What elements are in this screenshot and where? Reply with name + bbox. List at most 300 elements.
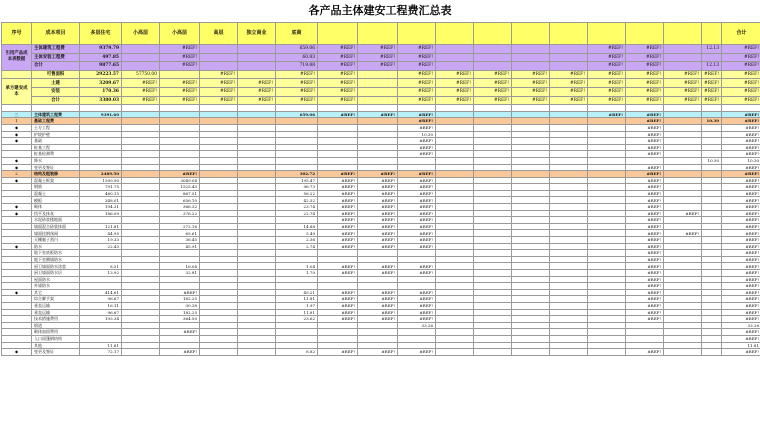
table-cell — [2, 105, 32, 112]
value-cell — [122, 243, 160, 250]
value-cell — [626, 335, 664, 342]
value-cell: #REF! — [398, 190, 436, 197]
value-cell: #REF! — [626, 289, 664, 296]
value-cell — [474, 256, 512, 263]
column-header — [512, 23, 550, 45]
value-cell: #REF! — [588, 53, 626, 62]
value-cell — [512, 45, 550, 54]
value-cell: #REF! — [398, 237, 436, 244]
value-cell: #REF! — [626, 70, 664, 79]
value-cell — [512, 250, 550, 257]
table-cell — [2, 70, 32, 79]
value-cell — [122, 276, 160, 283]
value-cell: #REF! — [722, 190, 760, 197]
row-label: 主体安装工程费 — [32, 53, 80, 62]
value-cell — [588, 289, 626, 296]
value-cell — [474, 118, 512, 125]
row-number: ◆ — [2, 138, 32, 145]
value-cell: #REF! — [398, 45, 436, 54]
value-cell — [588, 256, 626, 263]
value-cell — [474, 138, 512, 145]
value-cell — [702, 289, 722, 296]
row-label: 降水 — [32, 157, 80, 164]
value-cell: #REF! — [398, 289, 436, 296]
value-cell — [512, 204, 550, 211]
value-cell: #REF! — [318, 270, 358, 277]
value-cell — [200, 329, 238, 336]
value-cell: #REF! — [722, 171, 760, 178]
value-cell: #REF! — [722, 79, 760, 88]
value-cell — [664, 329, 702, 336]
value-cell — [358, 276, 398, 283]
value-cell: #REF! — [722, 250, 760, 257]
spacer-row — [2, 105, 760, 112]
value-cell: #REF! — [398, 316, 436, 323]
value-cell — [702, 204, 722, 211]
value-cell — [436, 124, 474, 131]
value-cell: #REF! — [626, 177, 664, 184]
table-row — [2, 349, 760, 356]
value-cell: 29223.57 — [80, 70, 122, 79]
value-cell: #REF! — [722, 329, 760, 336]
value-cell: #REF! — [398, 349, 436, 356]
value-cell — [238, 111, 276, 118]
column-header — [436, 23, 474, 45]
value-cell: #REF! — [588, 45, 626, 54]
table-row — [2, 256, 760, 263]
value-cell — [512, 243, 550, 250]
value-cell — [200, 118, 238, 125]
value-cell — [588, 342, 626, 349]
value-cell — [512, 190, 550, 197]
value-cell — [80, 217, 122, 224]
table-row — [2, 223, 760, 230]
value-cell: #REF! — [664, 70, 702, 79]
value-cell — [664, 157, 702, 164]
value-cell — [702, 177, 722, 184]
value-cell: #REF! — [398, 270, 436, 277]
row-number — [2, 197, 32, 204]
value-cell — [664, 144, 702, 151]
value-cell: #REF! — [358, 270, 398, 277]
value-cell: #REF! — [160, 45, 200, 54]
value-cell: 32.81 — [160, 270, 200, 277]
value-cell — [550, 322, 588, 329]
value-cell — [276, 217, 318, 224]
value-cell — [474, 283, 512, 290]
value-cell — [122, 124, 160, 131]
value-cell — [238, 151, 276, 158]
value-cell — [200, 62, 238, 71]
value-cell: #REF! — [588, 111, 626, 118]
value-cell — [550, 316, 588, 323]
value-cell: #REF! — [474, 70, 512, 79]
value-cell — [512, 138, 550, 145]
value-cell: 659.06 — [276, 45, 318, 54]
value-cell: #REF! — [358, 289, 398, 296]
value-cell: #REF! — [398, 138, 436, 145]
value-cell: 497.85 — [80, 53, 122, 62]
value-cell: #REF! — [702, 96, 722, 105]
page-title: 各产品主体建安工程费汇总表 — [308, 4, 452, 17]
value-cell: #REF! — [318, 263, 358, 270]
value-cell: #REF! — [200, 96, 238, 105]
value-cell — [664, 62, 702, 71]
row-label: 桩基检测费 — [32, 151, 80, 158]
value-cell — [398, 283, 436, 290]
value-cell — [474, 62, 512, 71]
value-cell: #REF! — [722, 124, 760, 131]
value-cell — [550, 62, 588, 71]
table-cell — [512, 105, 550, 112]
value-cell — [550, 190, 588, 197]
table-row — [2, 118, 760, 125]
value-cell: #REF! — [358, 177, 398, 184]
value-cell — [588, 230, 626, 237]
table-row — [2, 276, 760, 283]
table-row — [2, 329, 760, 336]
value-cell: #REF! — [722, 197, 760, 204]
value-cell: #REF! — [398, 309, 436, 316]
value-cell: #REF! — [398, 96, 436, 105]
value-cell — [238, 164, 276, 171]
table-cell — [588, 105, 626, 112]
table-row — [2, 342, 760, 349]
value-cell — [122, 217, 160, 224]
row-label: 入口雨篷钢结构 — [32, 335, 80, 342]
value-cell: #REF! — [702, 87, 722, 96]
value-cell: #REF! — [398, 144, 436, 151]
table-row — [2, 237, 760, 244]
value-cell — [436, 250, 474, 257]
value-cell: 656.10 — [160, 197, 200, 204]
value-cell — [474, 164, 512, 171]
value-cell: #REF! — [318, 289, 358, 296]
value-cell — [80, 256, 122, 263]
value-cell — [512, 151, 550, 158]
value-cell: #REF! — [626, 118, 664, 125]
value-cell — [474, 217, 512, 224]
value-cell: #REF! — [722, 151, 760, 158]
value-cell — [550, 53, 588, 62]
value-cell — [358, 256, 398, 263]
value-cell — [200, 124, 238, 131]
value-cell — [200, 283, 238, 290]
value-cell — [200, 256, 238, 263]
value-cell — [702, 164, 722, 171]
value-cell: #REF! — [474, 87, 512, 96]
row-label: 找平及抹灰 — [32, 210, 80, 217]
value-cell: #REF! — [626, 316, 664, 323]
value-cell: #REF! — [722, 230, 760, 237]
value-cell: 10.30 — [702, 118, 722, 125]
value-cell: #REF! — [318, 296, 358, 303]
value-cell: #REF! — [588, 79, 626, 88]
value-cell — [588, 124, 626, 131]
value-cell — [200, 223, 238, 230]
value-cell: #REF! — [160, 87, 200, 96]
row-number — [2, 316, 32, 323]
value-cell — [588, 283, 626, 290]
row-number: ◆ — [2, 289, 32, 296]
value-cell — [474, 197, 512, 204]
value-cell — [200, 151, 238, 158]
value-cell — [702, 138, 722, 145]
value-cell — [512, 270, 550, 277]
value-cell: #REF! — [626, 131, 664, 138]
value-cell: #REF! — [398, 184, 436, 191]
value-cell — [276, 250, 318, 257]
value-cell — [436, 62, 474, 71]
value-cell — [474, 144, 512, 151]
value-cell: #REF! — [626, 138, 664, 145]
row-number: ◆ — [2, 210, 32, 217]
value-cell: #REF! — [358, 296, 398, 303]
value-cell: #REF! — [626, 349, 664, 356]
value-cell — [160, 124, 200, 131]
value-cell: 8.82 — [276, 349, 318, 356]
row-number — [2, 329, 32, 336]
value-cell — [160, 118, 200, 125]
group-label: 单方建安成本 — [2, 79, 32, 105]
row-number — [2, 309, 32, 316]
value-cell — [122, 270, 160, 277]
row-label: 护坡护壁 — [32, 131, 80, 138]
value-cell — [200, 276, 238, 283]
value-cell — [474, 276, 512, 283]
value-cell: 14.88 — [276, 223, 318, 230]
value-cell — [474, 157, 512, 164]
value-cell: #REF! — [358, 190, 398, 197]
value-cell: 791.75 — [80, 184, 122, 191]
value-cell — [80, 276, 122, 283]
value-cell — [318, 164, 358, 171]
value-cell — [702, 144, 722, 151]
value-cell — [122, 118, 160, 125]
value-cell — [626, 322, 664, 329]
value-cell — [160, 335, 200, 342]
value-cell — [664, 131, 702, 138]
value-cell — [200, 197, 238, 204]
value-cell — [200, 217, 238, 224]
value-cell — [436, 335, 474, 342]
value-cell — [358, 70, 398, 79]
value-cell: #REF! — [722, 217, 760, 224]
value-cell — [122, 177, 160, 184]
value-cell — [200, 210, 238, 217]
value-cell — [588, 131, 626, 138]
value-cell: #REF! — [722, 296, 760, 303]
value-cell — [436, 184, 474, 191]
value-cell — [550, 138, 588, 145]
value-cell — [238, 197, 276, 204]
value-cell: #REF! — [722, 256, 760, 263]
row-label: 地下室底板防水 — [32, 250, 80, 257]
table-cell — [398, 105, 436, 112]
value-cell: #REF! — [722, 184, 760, 191]
value-cell: 23.62 — [276, 316, 318, 323]
value-cell — [664, 190, 702, 197]
value-cell — [122, 237, 160, 244]
header-row — [2, 23, 760, 45]
value-cell — [436, 263, 474, 270]
value-cell — [436, 322, 474, 329]
value-cell: #REF! — [200, 79, 238, 88]
table-row — [2, 217, 760, 224]
row-label: 厨卫墙面防水涂浆 — [32, 263, 80, 270]
value-cell — [318, 138, 358, 145]
value-cell — [200, 335, 238, 342]
value-cell: #REF! — [626, 217, 664, 224]
value-cell — [398, 157, 436, 164]
value-cell — [664, 276, 702, 283]
value-cell — [588, 157, 626, 164]
row-label: 地下室侧墙防水 — [32, 256, 80, 263]
value-cell: 195.47 — [276, 177, 318, 184]
value-cell — [664, 53, 702, 62]
value-cell: #REF! — [276, 79, 318, 88]
value-cell: #REF! — [722, 289, 760, 296]
row-number — [2, 335, 32, 342]
value-cell: #REF! — [436, 96, 474, 105]
value-cell — [588, 309, 626, 316]
value-cell — [550, 223, 588, 230]
value-cell — [664, 237, 702, 244]
value-cell: 12.13 — [702, 62, 722, 71]
value-cell — [512, 177, 550, 184]
value-cell: #REF! — [398, 177, 436, 184]
value-cell — [664, 270, 702, 277]
value-cell — [80, 157, 122, 164]
value-cell — [238, 237, 276, 244]
value-cell: #REF! — [626, 276, 664, 283]
value-cell — [550, 184, 588, 191]
value-cell: #REF! — [358, 184, 398, 191]
value-cell — [276, 276, 318, 283]
value-cell — [238, 256, 276, 263]
value-cell — [474, 151, 512, 158]
value-cell — [474, 342, 512, 349]
value-cell — [550, 111, 588, 118]
value-cell — [358, 164, 398, 171]
value-cell — [512, 210, 550, 217]
value-cell — [702, 309, 722, 316]
value-cell: #REF! — [358, 316, 398, 323]
value-cell — [550, 197, 588, 204]
value-cell — [122, 289, 160, 296]
value-cell: #REF! — [318, 177, 358, 184]
value-cell: 1.97 — [276, 302, 318, 309]
value-cell — [702, 316, 722, 323]
value-cell: #REF! — [358, 237, 398, 244]
value-cell — [702, 171, 722, 178]
value-cell — [588, 250, 626, 257]
column-header — [626, 23, 664, 45]
value-cell — [474, 335, 512, 342]
value-cell — [122, 164, 160, 171]
row-label: 综合脚手架 — [32, 296, 80, 303]
table-cell — [238, 105, 276, 112]
value-cell: #REF! — [722, 335, 760, 342]
value-cell — [702, 349, 722, 356]
value-cell — [550, 204, 588, 211]
table-row — [2, 171, 760, 178]
value-cell — [238, 144, 276, 151]
value-cell — [238, 309, 276, 316]
value-cell — [588, 316, 626, 323]
value-cell: #REF! — [664, 230, 702, 237]
value-cell — [436, 144, 474, 151]
value-cell: 19.33 — [80, 237, 122, 244]
value-cell: #REF! — [626, 45, 664, 54]
value-cell: #REF! — [200, 87, 238, 96]
value-cell: #REF! — [512, 79, 550, 88]
value-cell: #REF! — [318, 190, 358, 197]
table-row — [2, 87, 760, 96]
value-cell: #REF! — [276, 70, 318, 79]
value-cell — [436, 289, 474, 296]
value-cell: 659.06 — [276, 111, 318, 118]
value-cell — [702, 302, 722, 309]
value-cell — [550, 124, 588, 131]
value-cell: #REF! — [318, 70, 358, 79]
value-cell — [474, 230, 512, 237]
value-cell: 45.91 — [160, 243, 200, 250]
value-cell — [122, 302, 160, 309]
value-cell — [200, 177, 238, 184]
summary-table — [1, 22, 760, 356]
row-number — [2, 296, 32, 303]
value-cell: #REF! — [588, 62, 626, 71]
value-cell: #REF! — [398, 111, 436, 118]
value-cell — [122, 204, 160, 211]
value-cell — [122, 62, 160, 71]
row-label: 技术措施费用 — [32, 316, 80, 323]
value-cell: #REF! — [626, 237, 664, 244]
row-label: 合计 — [32, 62, 80, 71]
value-cell: #REF! — [160, 79, 200, 88]
value-cell — [80, 151, 122, 158]
value-cell — [122, 190, 160, 197]
value-cell — [474, 223, 512, 230]
value-cell: #REF! — [398, 53, 436, 62]
value-cell: #REF! — [398, 62, 436, 71]
value-cell — [358, 131, 398, 138]
value-cell — [702, 322, 722, 329]
value-cell — [200, 322, 238, 329]
row-number — [2, 302, 32, 309]
value-cell — [276, 138, 318, 145]
value-cell: #REF! — [626, 197, 664, 204]
value-cell: #REF! — [276, 87, 318, 96]
value-cell: 193.34 — [80, 316, 122, 323]
value-cell — [550, 144, 588, 151]
value-cell — [588, 164, 626, 171]
value-cell — [398, 250, 436, 257]
value-cell — [512, 223, 550, 230]
value-cell — [80, 250, 122, 257]
value-cell — [702, 256, 722, 263]
value-cell — [318, 335, 358, 342]
value-cell — [702, 237, 722, 244]
value-cell: 414.61 — [80, 289, 122, 296]
value-cell: #REF! — [722, 283, 760, 290]
value-cell: #REF! — [358, 204, 398, 211]
value-cell: #REF! — [664, 96, 702, 105]
value-cell — [436, 243, 474, 250]
row-label: 安装 — [32, 87, 80, 96]
value-cell: #REF! — [318, 309, 358, 316]
